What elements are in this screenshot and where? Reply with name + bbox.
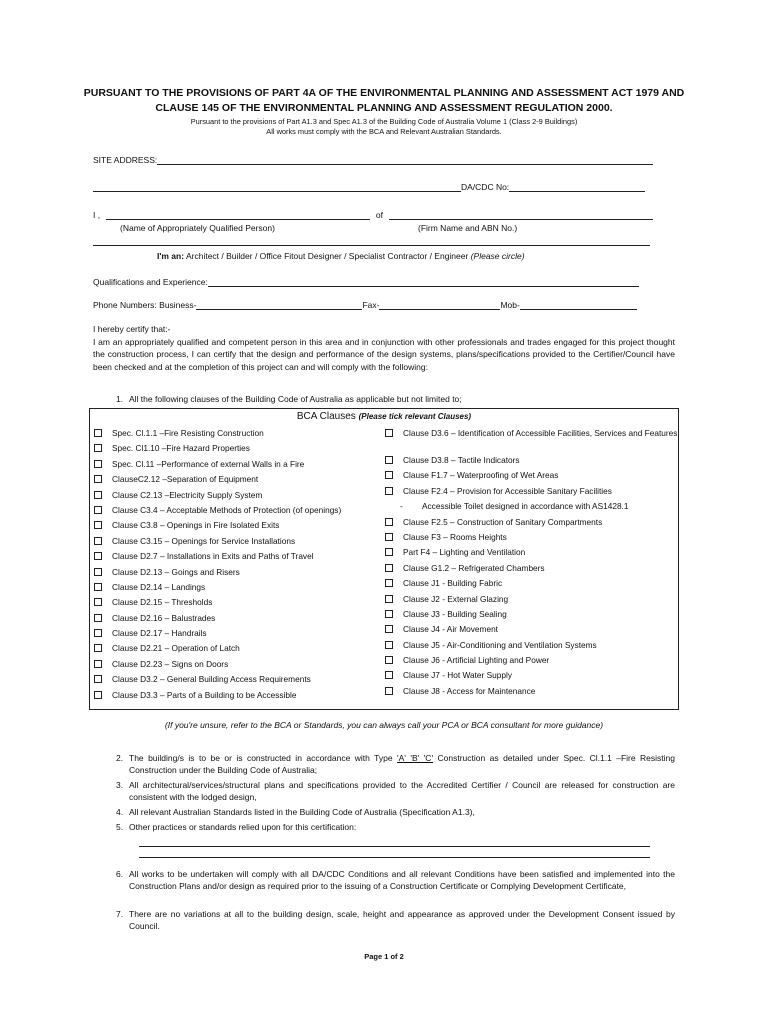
clause-label: Spec. Cl.1.1 –Fire Resisting Construction xyxy=(112,428,264,438)
mobile-field[interactable] xyxy=(520,299,637,310)
other-standards-field-2[interactable] xyxy=(139,857,650,858)
clause-label: Clause D2.14 – Landings xyxy=(112,581,206,592)
checkbox[interactable] xyxy=(94,491,102,499)
checkbox[interactable] xyxy=(385,625,393,633)
clause-label: Clause D2.15 – Thresholds xyxy=(112,597,213,608)
clause-label: Clause D2.21 – Operation of Latch xyxy=(112,643,240,654)
checkbox[interactable] xyxy=(94,568,102,576)
clause-label: Clause F3 – Rooms Heights xyxy=(403,531,507,542)
checkbox[interactable] xyxy=(94,521,102,529)
clause-item xyxy=(94,674,384,689)
list-item-text: There are no variations at all to the building design, scale, height and appearance as approved under the Development Consent issued by Council. xyxy=(129,909,675,932)
item2-text-end: Construction as detailed under Spec. Cl.1.1 –Fire Resisting Construction under the Building Code of Australia; xyxy=(129,753,675,776)
list-item-number: 7. xyxy=(116,909,124,919)
profession-options[interactable]: Architect / Builder / Office Fitout Designer / Specialist Contractor / Engineer xyxy=(185,251,469,261)
checkbox[interactable] xyxy=(94,552,102,560)
list-item-number: 6. xyxy=(116,869,124,879)
guidance-note: (If you're unsure, refer to the BCA or Standards, you can always call your PCA or BCA consultant for more guidance) xyxy=(164,720,604,730)
list-item-6 xyxy=(116,868,675,893)
name-caption: (Name of Appropriately Qualified Person) xyxy=(120,223,275,233)
checkbox[interactable] xyxy=(94,629,102,637)
clause-item xyxy=(385,624,677,639)
subtitle-line1: Pursuant to the provisions of Part A1.3 and Spec A1.3 of the Building Code of Australia Volume 1 (Class 2-9 Buildings) xyxy=(190,117,578,126)
clause-label: Clause C3.4 – Acceptable Methods of Protection (of openings) xyxy=(112,504,342,515)
clause-item xyxy=(385,517,677,532)
clause-item xyxy=(94,428,384,443)
clause-label: Clause D3.8 – Tactile Indicators xyxy=(403,455,520,465)
profession-row xyxy=(157,251,525,261)
clause-item xyxy=(385,594,677,609)
page-number: Page 1 of 2 xyxy=(364,952,404,961)
clause-label: Clause D3.6 – Identification of Accessible Facilities, Services and Features xyxy=(403,428,678,438)
clause-label: Clause D2.13 – Goings and Risers xyxy=(112,566,240,577)
clause-label: Clause D2.23 – Signs on Doors xyxy=(112,658,229,669)
clause-label: Clause D2.7 – Installations in Exits and Paths of Travel xyxy=(112,551,314,562)
im-an-label: I'm an: xyxy=(157,251,185,261)
fax-label: Fax- xyxy=(362,300,380,310)
clause-label: Clause J7 - Hot Water Supply xyxy=(403,670,512,681)
clause-item xyxy=(385,547,677,562)
fax-field[interactable] xyxy=(379,299,500,310)
site-address-field[interactable] xyxy=(157,154,653,165)
bca-clauses-title: BCA Clauses xyxy=(296,411,356,422)
certify-statement: I am an appropriately qualified and competent person in this area and in conjunction with other professionals and trades engaged for this project thought the construction process, I can certify that the design and performance of the design systems, plans/specifications provided to the Certifier/Council have been checked and at the completion of this project can and will comply with the following: xyxy=(93,337,675,372)
qualifications-row xyxy=(93,276,650,288)
clause-label: Clause C3.15 – Openings for Service Installations xyxy=(112,535,296,546)
i-label: I , xyxy=(93,210,101,220)
firm-caption: (Firm Name and ABN No.) xyxy=(418,223,518,233)
clause-item xyxy=(94,643,384,658)
clause-item xyxy=(94,582,384,597)
clause-label: Clause D2.17 – Handrails xyxy=(112,628,207,639)
clause-label: Clause F1.7 – Waterproofing of Wet Areas xyxy=(403,470,559,481)
list-item-number: 1. xyxy=(116,394,124,404)
clause-label: Clause J1 - Building Fabric xyxy=(403,578,503,589)
name-firm-row xyxy=(93,209,650,221)
da-cdc-label: DA/CDC No: xyxy=(461,182,510,192)
checkbox[interactable] xyxy=(385,671,393,679)
list-item-text xyxy=(129,752,675,777)
list-item-text: All relevant Australian Standards listed in the Building Code of Australia (Specification A1.3), xyxy=(129,807,475,817)
firm-name-abn-field[interactable] xyxy=(389,209,653,220)
clause-label: Clause J8 - Access for Maintenance xyxy=(403,685,536,696)
clause-item xyxy=(385,470,677,485)
checkbox[interactable] xyxy=(94,583,102,591)
checkbox[interactable] xyxy=(94,444,102,452)
checkbox[interactable] xyxy=(385,610,393,618)
clause-item xyxy=(94,597,384,612)
clause-item xyxy=(385,655,677,670)
clause-item xyxy=(385,670,677,685)
dash-marker: - xyxy=(400,501,403,512)
business-phone-field[interactable] xyxy=(196,299,362,310)
checkbox[interactable] xyxy=(385,687,393,695)
list-item-3 xyxy=(116,779,675,804)
list-item-5 xyxy=(116,821,675,833)
clause-label: Clause J2 - External Glazing xyxy=(403,593,509,604)
clause-label: Clause D3.3 – Parts of a Building to be Accessible xyxy=(112,689,297,700)
checkbox[interactable] xyxy=(94,614,102,622)
clause-label: Clause C2.13 –Electricity Supply System xyxy=(112,489,263,500)
bca-clauses-note: (Please tick relevant Clauses) xyxy=(358,412,472,421)
bca-right-column xyxy=(385,428,677,701)
mob-label: Mob- xyxy=(500,300,520,310)
clause-label: Clause D2.16 – Balustrades xyxy=(112,612,216,623)
checkbox[interactable] xyxy=(385,579,393,587)
clause-item xyxy=(94,628,384,643)
certify-intro: I hereby certify that:- xyxy=(93,324,171,334)
clause-label: Clause J3 - Building Sealing xyxy=(403,608,507,619)
document-title-line2: CLAUSE 145 OF THE ENVIRONMENTAL PLANNING AND ASSESSMENT REGULATION 2000. xyxy=(155,102,613,114)
clause-label: Clause J4 - Air Movement xyxy=(403,624,498,635)
list-item-2 xyxy=(116,752,675,777)
list-item-7 xyxy=(116,908,675,933)
other-standards-field-1[interactable] xyxy=(139,846,650,847)
checkbox[interactable] xyxy=(94,598,102,606)
checkbox[interactable] xyxy=(385,533,393,541)
clause-label: Spec. Cl1.10 –Fire Hazard Properties xyxy=(112,443,250,454)
list-item-text: All the following clauses of the Building Code of Australia as applicable but not limited to; xyxy=(129,394,462,404)
checkbox[interactable] xyxy=(94,691,102,699)
checkbox[interactable] xyxy=(94,537,102,545)
list-item-number: 2. xyxy=(116,753,124,763)
qualifications-field[interactable] xyxy=(208,276,639,287)
clause-item xyxy=(385,455,677,470)
clause-item xyxy=(94,536,384,551)
clause-label: Clause G1.2 – Refrigerated Chambers xyxy=(403,562,545,573)
construction-type-options[interactable]: 'A' 'B' 'C' xyxy=(397,753,434,763)
of-label: of xyxy=(375,210,383,220)
list-item-number: 3. xyxy=(116,780,124,790)
site-address-field-continued[interactable] xyxy=(93,181,461,192)
bca-clauses-heading xyxy=(90,411,678,422)
checkbox[interactable] xyxy=(385,518,393,526)
clause-item xyxy=(94,551,384,566)
checkbox[interactable] xyxy=(94,475,102,483)
clause-item xyxy=(385,486,677,501)
clause-item xyxy=(385,532,677,547)
checkbox[interactable] xyxy=(385,641,393,649)
checkbox[interactable] xyxy=(385,487,393,495)
checkbox[interactable] xyxy=(94,644,102,652)
clause-item xyxy=(385,563,677,578)
qualified-person-name-field[interactable] xyxy=(106,209,370,220)
checkbox[interactable] xyxy=(385,656,393,664)
phone-row xyxy=(93,299,650,311)
bca-clauses-box xyxy=(89,408,679,710)
clause-item xyxy=(94,659,384,674)
clause-label: Clause J5 - Air-Conditioning and Ventilation Systems xyxy=(403,639,597,650)
sub-clause-item xyxy=(385,501,677,516)
item2-text-start: The building/s is to be or is constructed in accordance with Type xyxy=(129,753,393,763)
list-item-text: All works to be undertaken will comply with all DA/CDC Conditions and all relevant Conditions have been satisfied and implemented into the Construction Plans and/or design as required prior to the issuing of a Construction Certificate or Complying Development Certificate, xyxy=(129,869,675,892)
checkbox[interactable] xyxy=(385,471,393,479)
site-address-row xyxy=(93,154,650,166)
clause-item xyxy=(385,686,677,701)
clause-item xyxy=(94,474,384,489)
list-item-text: All architectural/services/structural plans and specifications provided to the Accredited Certifier / Council are released for construction are consistent with the lodged design, xyxy=(129,780,675,803)
clause-item xyxy=(94,520,384,535)
list-item-text: Other practices or standards relied upon for this certification: xyxy=(129,822,357,832)
clause-label: Clause F2.5 – Construction of Sanitary Compartments xyxy=(403,516,603,527)
clause-item xyxy=(94,443,384,458)
clause-label: Clause J6 - Artificial Lighting and Power xyxy=(403,655,550,666)
checkbox[interactable] xyxy=(385,456,393,464)
checkbox[interactable] xyxy=(385,429,393,437)
clause-item xyxy=(94,690,384,705)
checkbox[interactable] xyxy=(94,429,102,437)
clause-item xyxy=(385,640,677,655)
checkbox[interactable] xyxy=(94,675,102,683)
checkbox[interactable] xyxy=(385,595,393,603)
profession-note: (Please circle) xyxy=(470,251,525,261)
document-title-line1: PURSUANT TO THE PROVISIONS OF PART 4A OF THE ENVIRONMENTAL PLANNING AND ASSESSMENT ACT 1979 AND xyxy=(83,87,685,99)
clause-item xyxy=(385,609,677,624)
clause-label: Clause C3.8 – Openings in Fire Isolated Exits xyxy=(112,520,280,531)
clause-label: ClauseC2.12 –Separation of Equipment xyxy=(112,474,259,485)
clause-item xyxy=(385,428,677,455)
subtitle-line2: All works must comply with the BCA and Relevant Australian Standards. xyxy=(266,127,502,136)
clause-item xyxy=(94,505,384,520)
phone-business-label: Phone Numbers: Business- xyxy=(93,300,197,310)
clause-label: Spec. Cl.11 –Performance of external Walls in a Fire xyxy=(112,458,305,469)
clause-item xyxy=(94,567,384,582)
list-item-number: 4. xyxy=(116,807,124,817)
checkbox[interactable] xyxy=(385,548,393,556)
checkbox[interactable] xyxy=(94,660,102,668)
bca-left-column xyxy=(94,428,384,705)
list-item-1 xyxy=(116,393,675,405)
checkbox[interactable] xyxy=(385,564,393,572)
da-cdc-row xyxy=(93,181,650,193)
clause-label: Clause D3.2 – General Building Access Requirements xyxy=(112,674,311,685)
checkbox[interactable] xyxy=(94,506,102,514)
da-cdc-field[interactable] xyxy=(509,181,645,192)
clause-item xyxy=(94,613,384,628)
site-address-label: SITE ADDRESS: xyxy=(93,155,158,165)
clause-label: Clause F2.4 – Provision for Accessible Sanitary Facilities xyxy=(403,485,612,496)
list-item-number: 5. xyxy=(116,822,124,832)
clause-label: Part F4 – Lighting and Ventilation xyxy=(403,547,526,558)
qualifications-label: Qualifications and Experience: xyxy=(93,277,208,287)
clause-item xyxy=(94,490,384,505)
divider-line xyxy=(93,245,650,246)
clause-item xyxy=(94,459,384,474)
clause-item xyxy=(385,578,677,593)
list-item-4 xyxy=(116,806,675,818)
clause-label: Accessible Toilet designed in accordance with AS1428.1 xyxy=(422,501,629,512)
checkbox[interactable] xyxy=(94,460,102,468)
